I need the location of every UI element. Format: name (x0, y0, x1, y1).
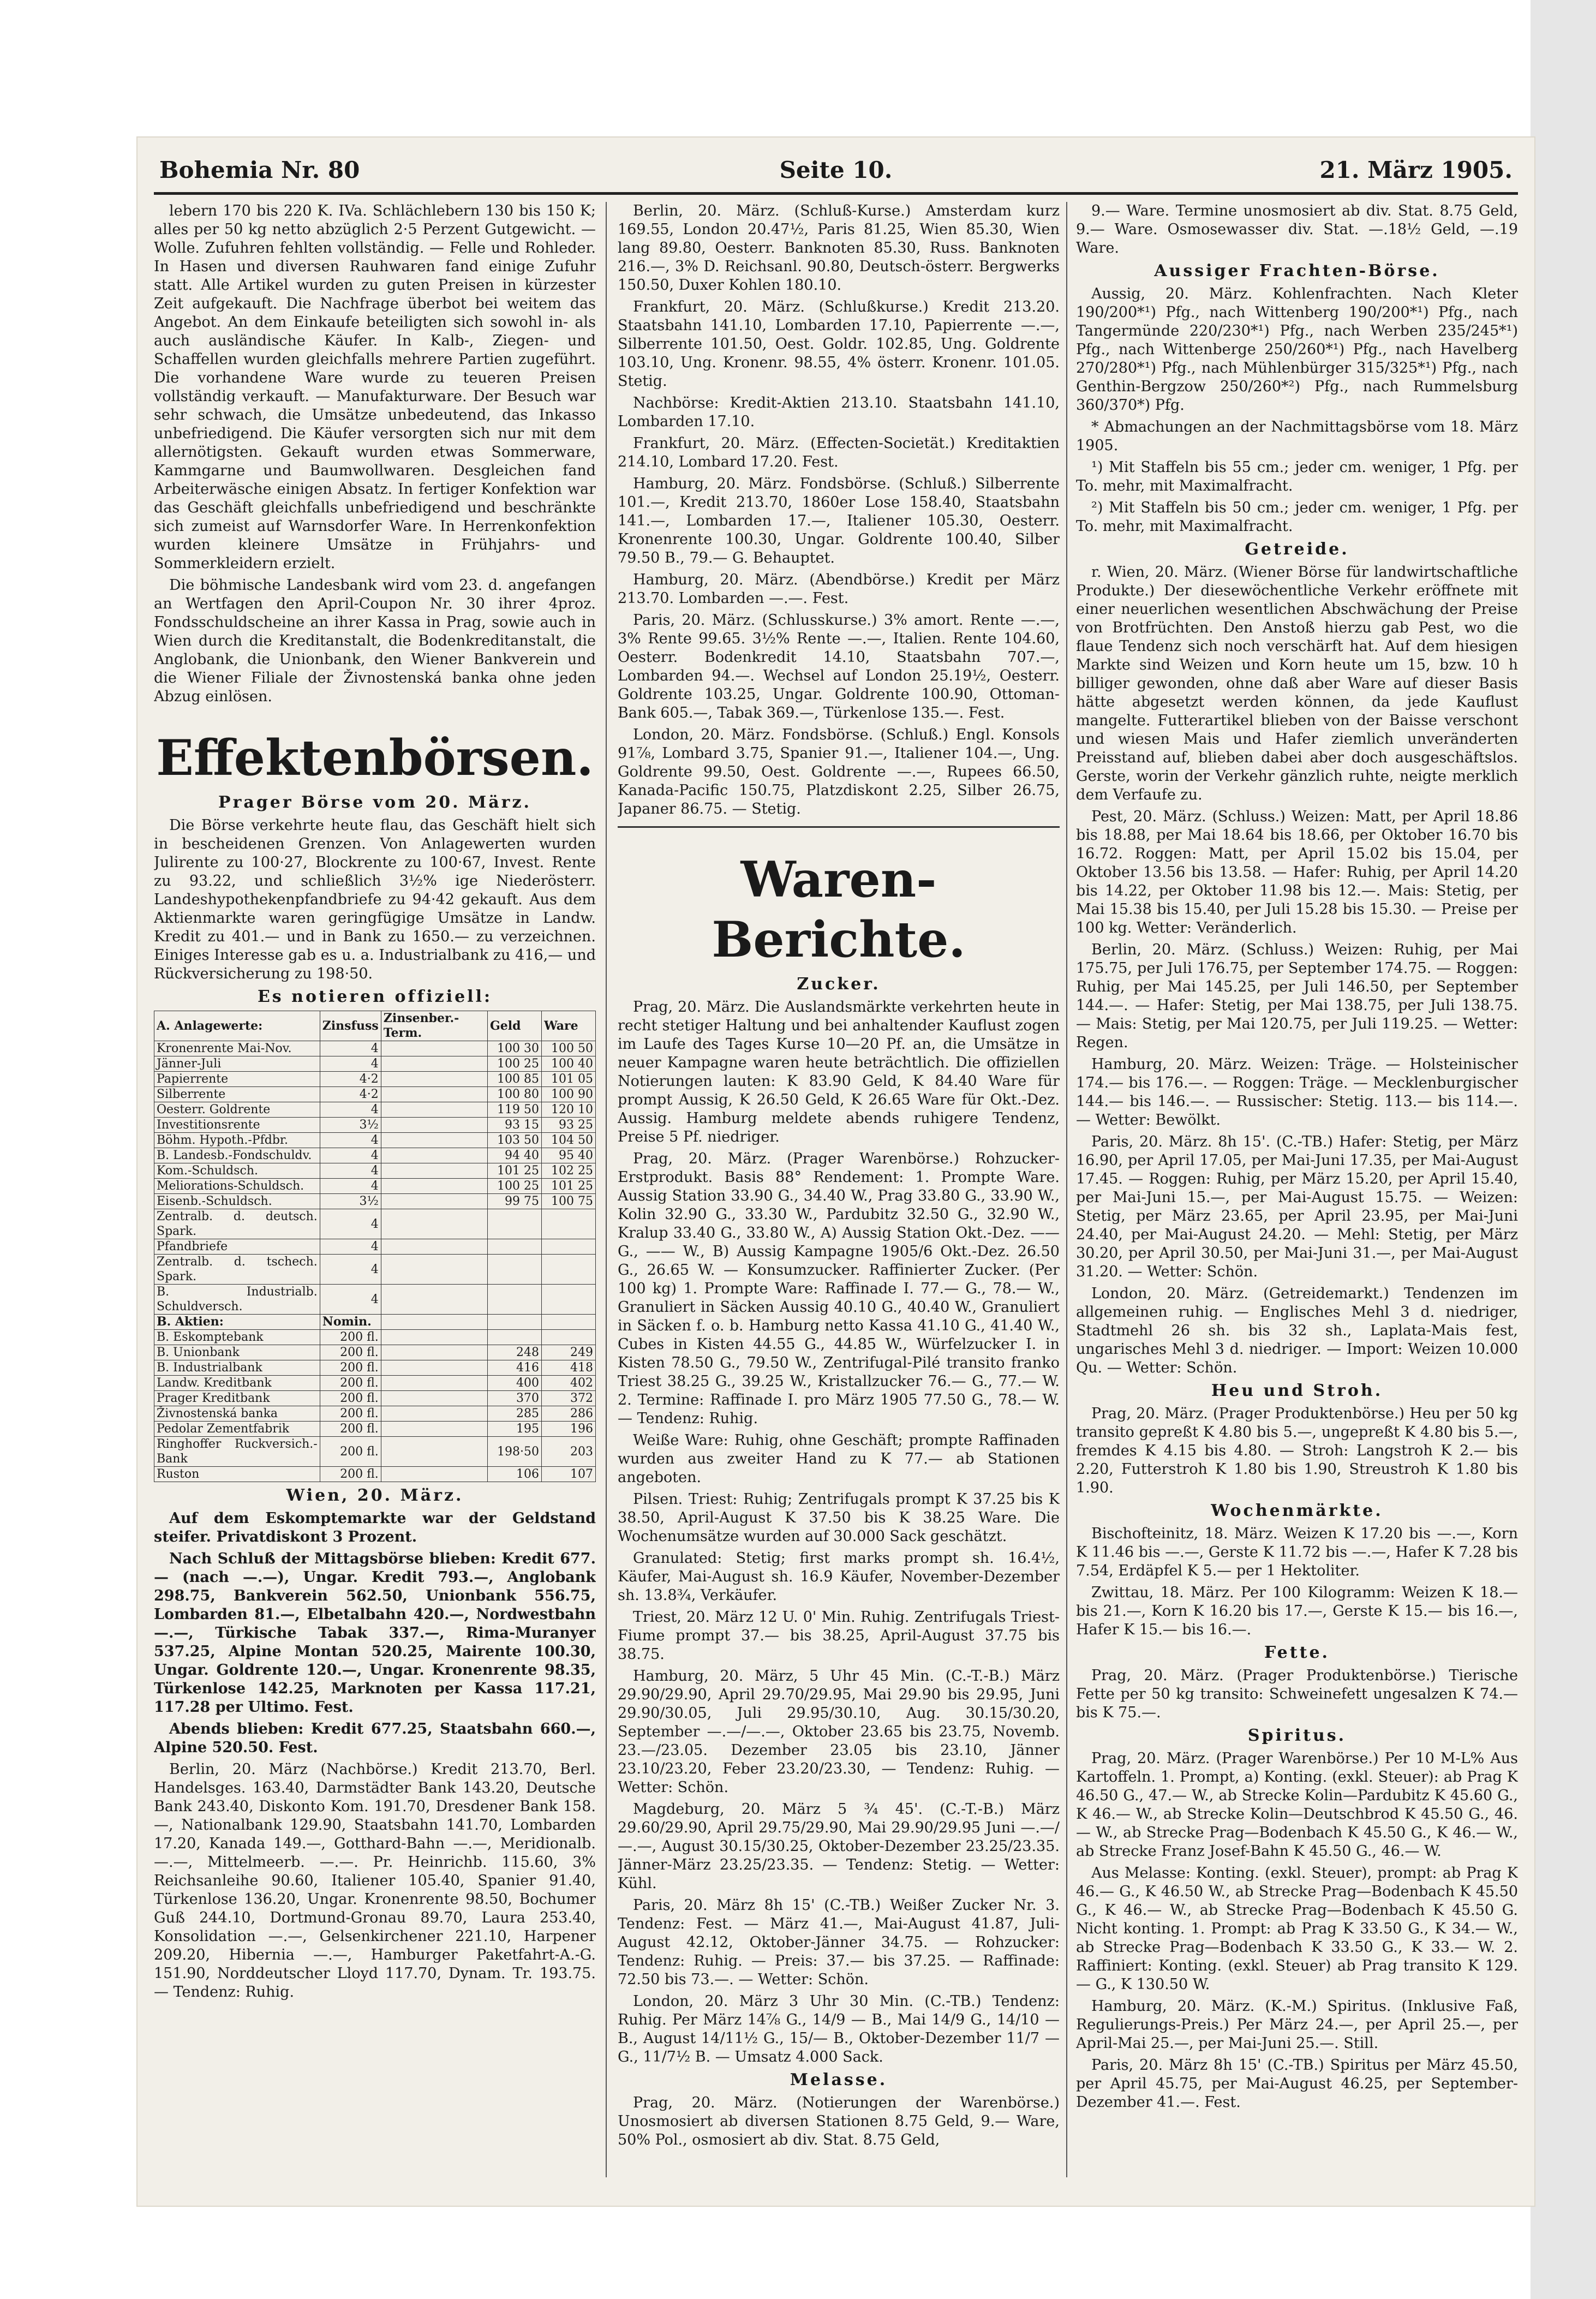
cell (381, 1072, 487, 1087)
column-3 (1076, 202, 1518, 2188)
cell: 4 (320, 1179, 381, 1194)
cell (381, 1422, 487, 1437)
cell (381, 1056, 487, 1072)
cell: 4·2 (320, 1072, 381, 1087)
cell (381, 1148, 487, 1163)
cell: 101 25 (542, 1179, 596, 1194)
table-row (154, 1056, 596, 1072)
table-row (154, 1194, 596, 1209)
cell: Jänner-Juli (154, 1056, 320, 1072)
cell: 100 80 (488, 1087, 542, 1102)
column-divider (1066, 202, 1067, 2177)
cell: 100 85 (488, 1072, 542, 1087)
cell (381, 1194, 487, 1209)
cell (381, 1041, 487, 1056)
article-text: London, 20. März. Fondsbörse. (Schluß.) Engl. Konsols 91⅞, Lombard 3.75, Spanier 91.—, Italiener 104.—, Ung. Goldrente 99.50, Oest. Goldrente —.—, Rupees 66.50, Kanada-Pacific 150.75, Platzdiskont 2.25, Silber 26.75, Japaner 86.75. — Stetig. (618, 726, 1060, 817)
cell: Pfandbriefe (154, 1239, 320, 1255)
table-row (154, 1209, 596, 1239)
cell (488, 1209, 542, 1239)
table-row (154, 1437, 596, 1467)
cell: 200 fl. (320, 1467, 381, 1482)
table-row (154, 1345, 596, 1360)
article-text: Aussig, 20. März. Kohlenfrachten. Nach Kleter 190/200*¹) Pfg., nach Wittenberg 190/200*¹) Pfg., nach Tangermünde 220/230*¹) Pfg., nach Werben 235/245*¹) Pfg., nach Wittenberge 250/260*¹) Pfg., nach Havelberg 270/280*¹) Pfg., nach Mühlenbürger 315/325*¹) Pfg., nach Genthin-Bergzow 250/260*²) Pfg., nach Rummelsburg 360/370*) Pfg. (1076, 285, 1518, 414)
article-text: Nachbörse: Kredit-Aktien 213.10. Staatsbahn 141.10, Lombarden 17.10. (618, 395, 1060, 430)
cell (381, 1118, 487, 1133)
cell: 4 (320, 1148, 381, 1163)
cell: Živnostenská banka (154, 1406, 320, 1422)
article-text: Prag, 20. März. (Prager Produktenbörse.) Tierische Fette per 50 kg transito: Schweinefett ungesalzen K 74.— bis K 75.—. (1076, 1667, 1518, 1721)
article-text: Paris, 20. März 8h 15' (C.-TB.) Spiritus per März 45.50, per April 45.75, per Mai-August 46.25, per September-Dezember 41.—. Fest. (1076, 2057, 1518, 2111)
article-text: Berlin, 20. März. (Schluss.) Weizen: Ruhig, per Mai 175.75, per Juli 176.75, per September 174.75. — Roggen: Ruhig, per Mai 145.25, per Juli 146.50, per September 144.—. — Hafer: Stetig, per Mai 138.75, per Juli 138.75. — Mais: Stetig, per Mai 120.75, per Juli 119.25. — Wetter: Regen. (1076, 941, 1518, 1051)
article-text: Magdeburg, 20. März 5 ¾ 45'. (C.-T.-B.) März 29.60/29.90, April 29.75/29.90, Mai 29.90/29.95 Juni —.—/—.—, August 30.15/30.25, Oktober-Dezember 23.25/23.35. Jänner-März 23.25/23.35. — Tendenz: Stetig. — Wetter: Kühl. (618, 1801, 1060, 1892)
article-text: Prag, 20. März. Die Auslandsmärkte verkehrten heute in recht stetiger Haltung und bei anhaltender Kauflust zogen im Laufe des Tages Kurse 10—20 Pf. an, die Umsätze in neuer Kampagne waren heute beträchtlich. Die offiziellen Notierungen lauten: K 83.90 Geld, K 84.40 Ware für prompt Aussig, K 26.50 Geld, K 26.65 Ware für Okt.-Dez. Aussig. Hamburg meldete abends ruhigere Tendenz, Preise 5 Pf. niedriger. (618, 999, 1060, 1145)
subsection-title: Spiritus. (1247, 1726, 1347, 1745)
article-text: Hamburg, 20. März, 5 Uhr 45 Min. (C.-T.-B.) März 29.90/29.90, April 29.70/29.95, Mai 29.90 bis 29.95, Juni 29.90/30.05, Juli 29.95/30.10, Aug. 30.15/30.20, September —.—/—.—, Oktober 23.65 bis 23.75, Novemb. 23.—/23.05. Dezember 23.05 bis 23.10, Jänner 23.10/23.20, Feber 23.20/23.30, — Tendenz: Ruhig. — Wetter: Schön. (618, 1668, 1060, 1796)
cell (381, 1360, 487, 1376)
cell: 4 (320, 1285, 381, 1315)
cell: 200 fl. (320, 1376, 381, 1391)
cell: 4 (320, 1102, 381, 1118)
cell: Zentralb. d. tschech. Spark. (154, 1255, 320, 1285)
table-row (154, 1285, 596, 1315)
cell: B. Landesb.-Fondschuldv. (154, 1148, 320, 1163)
cell: 100 75 (542, 1194, 596, 1209)
cell: B. Unionbank (154, 1345, 320, 1360)
cell (381, 1437, 487, 1467)
cell (381, 1376, 487, 1391)
cell: B. Eskomptebank (154, 1330, 320, 1345)
cell: Ringhoffer Ruckversich.-Bank (154, 1437, 320, 1467)
cell: 101 25 (488, 1163, 542, 1179)
cell: 4 (320, 1056, 381, 1072)
cell (488, 1285, 542, 1315)
article-text: Pest, 20. März. (Schluss.) Weizen: Matt, per April 18.86 bis 18.88, per Mai 18.64 bis 18.66, per Oktober 16.70 bis 16.72. Roggen: Matt, per April 15.02 bis 15.04, per Oktober 13.56 bis 13.58. — Hafer: Ruhig, per April 14.20 bis 14.22, per Oktober 11.98 bis 12.—. Mais: Stetig, per Mai 15.38 bis 15.40, per Juli 15.28 bis 15.30. — Preise per 100 kg. Wetter: Veränderlich. (1076, 808, 1518, 936)
subsection-title: Prager Börse vom 20. März. (218, 793, 531, 812)
table-header-row (154, 1011, 596, 1041)
table-header: Zinsenber.-Term. (381, 1011, 487, 1041)
quotes-table (154, 1011, 596, 1482)
article-text: Hamburg, 20. März. Fondsbörse. (Schluß.) Silberrente 101.—, Kredit 213.70, 1860er Lose 158.40, Staatsbahn 141.—, Lombarden 17.—, Italiener 105.30, Oesterr. Kronenrente 100.30, Ungar. Goldrente 100.40, Silber 79.50 B., 79.— G. Behauptet. (618, 475, 1060, 566)
article-text: Frankfurt, 20. März. (Schlußkurse.) Kredit 213.20. Staatsbahn 141.10, Lombarden 17.10, Papierrente —.—, Silberrente 101.50, Oest. Goldr. 102.85, Ung. Goldrente 103.10, Ung. Kronenr. 98.55, 4% österr. Kronenr. 101.05. Stetig. (618, 298, 1060, 390)
cell: 400 (488, 1376, 542, 1391)
cell: Silberrente (154, 1087, 320, 1102)
cell: 4 (320, 1239, 381, 1255)
cell: 196 (542, 1422, 596, 1437)
subsection-title: Aussiger Frachten-Börse. (1154, 261, 1440, 280)
table-row (154, 1406, 596, 1422)
article-text: Triest, 20. März 12 U. 0' Min. Ruhig. Zentrifugals Triest-Fiume prompt 37.— bis 38.25, April-August 37.75 bis 38.75. (618, 1609, 1060, 1663)
cell: 418 (542, 1360, 596, 1376)
cell (381, 1345, 487, 1360)
article-text: 9.— Ware. Termine unosmosiert ab div. Stat. 8.75 Geld, 9.— Ware. Osmosewasser div. Stat. —.18½ Geld, —.19 Ware. (1076, 202, 1518, 256)
section-rule (618, 826, 1060, 828)
article-text: Paris, 20. März. 8h 15'. (C.-TB.) Hafer: Stetig, per März 16.90, per April 17.05, per Mai-Juni 17.35, per Mai-August 17.45. — Roggen: Ruhig, per März 15.20, per April 15.40, per Mai-Juni 15.—, per Mai-August 15.75. — Weizen: Stetig, per März 23.65, per April 23.95, per Mai-Juni 24.40, per Mai-August 24.20. — Mehl: Stetig, per März 30.20, per April 30.50, per Mai-Juni 31.—, per Mai-August 31.20. — Wetter: Schön. (1076, 1133, 1518, 1280)
table-header (381, 1315, 487, 1330)
article-text: Berlin, 20. März. (Schluß-Kurse.) Amsterdam kurz 169.55, London 20.47½, Paris 81.25, Wien 85.30, Wien lang 89.80, Oesterr. Banknoten 85.30, Russ. Banknoten 216.—, 3% D. Reichsanl. 90.80, Deutsch-österr. Bergwerks 150.50, Duxer Kohlen 180.10. (618, 202, 1060, 294)
cell: 4 (320, 1163, 381, 1179)
cell (542, 1209, 596, 1239)
subsection-title: Fette. (1264, 1643, 1330, 1662)
cell: 106 (488, 1467, 542, 1482)
cell: Meliorations-Schuldsch. (154, 1179, 320, 1194)
cell: Eisenb.-Schuldsch. (154, 1194, 320, 1209)
table-row (154, 1376, 596, 1391)
header-rule (154, 192, 1518, 195)
article-text: Bischofteinitz, 18. März. Weizen K 17.20 bis —.—, Korn K 11.46 bis —.—, Gerste K 11.72 bis —.—, Hafer K 7.28 bis 7.54, Erdäpfel K 5.— per 1 Hektoliter. (1076, 1525, 1518, 1579)
cell: Ruston (154, 1467, 320, 1482)
cell: 99 75 (488, 1194, 542, 1209)
cell: 200 fl. (320, 1406, 381, 1422)
table-row (154, 1041, 596, 1056)
cell: Prager Kreditbank (154, 1391, 320, 1406)
table-row (154, 1330, 596, 1345)
subsection-title: Melasse. (790, 2070, 888, 2089)
cell: Böhm. Hypoth.-Pfdbr. (154, 1133, 320, 1148)
cell: 416 (488, 1360, 542, 1376)
cell: 195 (488, 1422, 542, 1437)
cell (542, 1285, 596, 1315)
cell: 4·2 (320, 1087, 381, 1102)
table-row (154, 1239, 596, 1255)
cell (381, 1102, 487, 1118)
article-text: Die böhmische Landesbank wird vom 23. d. angefangen an Wertfagen den April-Coupon Nr. 30 ihrer 4proz. Fondsschuldscheine an ihrer Kassa in Prag, sowie auch in Wien durch die Kreditanstalt, die Bodenkreditanstalt, die Anglobank, die Unionbank, den Wiener Bankverein und die Wiener Filiale der Živnostenská banka ohne jeden Abzug einlösen. (154, 577, 596, 705)
article-text: * Abmachungen an der Nachmittagsbörse vom 18. März 1905. (1076, 419, 1518, 454)
cell: Kom.-Schuldsch. (154, 1163, 320, 1179)
cell: 107 (542, 1467, 596, 1482)
subsection-title: Heu und Stroh. (1211, 1381, 1383, 1400)
cell: 285 (488, 1406, 542, 1422)
cell: 286 (542, 1406, 596, 1422)
header-page-number: Seite 10. (779, 157, 893, 183)
table-row (154, 1133, 596, 1148)
cell: 402 (542, 1376, 596, 1391)
header-date: 21. März 1905. (1319, 157, 1513, 183)
article-text: Hamburg, 20. März. (K.-M.) Spiritus. (Inklusive Faß, Regulierungs-Preis.) Per März 24.—, per April 25.—, per April-Mai 25.—, per Mai-Juni 25.—. Still. (1076, 1998, 1518, 2052)
article-text: Pilsen. Triest: Ruhig; Zentrifugals prompt K 37.25 bis K 38.50, April-August K 37.50 bis K 38.25 Ware. Die Wochenumsätze wurden auf 30.000 Sack geschätzt. (618, 1491, 1060, 1545)
table-row (154, 1360, 596, 1376)
cell: Papierrente (154, 1072, 320, 1087)
cell: 4 (320, 1255, 381, 1285)
article-text: Frankfurt, 20. März. (Effecten-Societät.) Kreditaktien 214.10, Lombard 17.20. Fest. (618, 435, 1060, 470)
cell: 103 50 (488, 1133, 542, 1148)
cell (381, 1330, 487, 1345)
article-text: Abends blieben: Kredit 677.25, Staatsbahn 660.—, Alpine 520.50. Fest. (154, 1721, 596, 1756)
cell: 100 25 (488, 1056, 542, 1072)
article-text: Prag, 20. März. (Notierungen der Warenbörse.) Unosmosiert ab diversen Stationen 8.75 Geld, 9.— Ware, 50% Pol., osmosiert ab div. Stat. 8.75 Geld, (618, 2094, 1060, 2148)
article-text: ¹) Mit Staffeln bis 55 cm.; jeder cm. weniger, 1 Pfg. per To. mehr, mit Maximalfracht. (1076, 459, 1518, 494)
cell (381, 1467, 487, 1482)
table-row (154, 1255, 596, 1285)
cell: Oesterr. Goldrente (154, 1102, 320, 1118)
table-row (154, 1422, 596, 1437)
cell: 200 fl. (320, 1330, 381, 1345)
table-header: B. Aktien: (154, 1315, 320, 1330)
table-title: Es notieren offiziell: (257, 987, 493, 1006)
article-text: London, 20. März. (Getreidemarkt.) Tendenzen im allgemeinen ruhig. — Englisches Mehl 3 d. niedriger, Stadtmehl 26 sh. bis 32 sh., Laplata-Mais fest, ungarisches Mehl 3 d. niedriger. — Import: Weizen 10.000 Qu. — Wetter: Schön. (1076, 1285, 1518, 1376)
subsection-title: Wochenmärkte. (1211, 1501, 1383, 1520)
cell: 249 (542, 1345, 596, 1360)
cell: B. Industrialb. Schuldversch. (154, 1285, 320, 1315)
article-text: Aus Melasse: Konting. (exkl. Steuer), prompt: ab Prag K 46.— G., K 46.50 W., ab Strecke Prag—Bodenbach K 45.50 G., K 46.— W., ab Strecke Prag—Bodenbach K 45.50 G. Nicht konting. 1. Prompt: ab Prag K 33.50 G., K 34.— W., ab Strecke Prag—Bodenbach K 33.50 G., K 33.— W. 2. Raffiniert: Konting. (exkl. Steuer) ab Prag transito K 129.— G., K 130.50 W. (1076, 1865, 1518, 1993)
section-title-effekten: Effektenbörsen. (156, 729, 594, 787)
table-row (154, 1087, 596, 1102)
table-header (542, 1315, 596, 1330)
cell: 200 fl. (320, 1422, 381, 1437)
table-header: A. Anlagewerte: (154, 1011, 320, 1041)
cell (381, 1209, 487, 1239)
cell (542, 1330, 596, 1345)
cell: 100 50 (542, 1041, 596, 1056)
cell (381, 1391, 487, 1406)
table-row (154, 1179, 596, 1194)
cell: B. Industrialbank (154, 1360, 320, 1376)
cell: 198·50 (488, 1437, 542, 1467)
newspaper-page (136, 136, 1535, 2207)
cell (381, 1406, 487, 1422)
cell: 100 30 (488, 1041, 542, 1056)
article-text: Die Börse verkehrte heute flau, das Geschäft hielt sich in bescheidenen Grenzen. Von Anlagewerten wurden Julirente zu 100·27, Blockrente zu 100·67, Invest. Rente zu 93.22, und schließlich 3½% ige Niederösterr. Landeshypothekenpfandbriefe zu 94·42 gekauft. Aus dem Aktienmarkte waren geringfügige Umsätze in Landw. Kredit zu 401.— und in Bank zu 1650.— zu verzeichnen. Einiges Interesse gab es u. a. Industrialbank zu 416,— und Rückversicherung zu 198·50. (154, 817, 596, 982)
cell (381, 1179, 487, 1194)
table-row (154, 1102, 596, 1118)
cell: 200 fl. (320, 1437, 381, 1467)
article-text: Paris, 20. März 8h 15' (C.-TB.) Weißer Zucker Nr. 3. Tendenz: Fest. — März 41.—, Mai-August 41.87, Juli-August 42.12, Oktober-Jänner 34.75. — Rohzucker: Tendenz: Ruhig. — Preis: 37.— bis 37.25. — Raffinade: 72.50 bis 73.—. — Wetter: Schön. (618, 1897, 1060, 1988)
cell (381, 1163, 487, 1179)
column-2 (618, 202, 1060, 2188)
cell: Investitionsrente (154, 1118, 320, 1133)
column-1 (154, 202, 596, 2188)
table-row (154, 1148, 596, 1163)
cell: 104 50 (542, 1133, 596, 1148)
table-header-row (154, 1315, 596, 1330)
table-header: Geld (488, 1011, 542, 1041)
cell: 203 (542, 1437, 596, 1467)
cell: 93 25 (542, 1118, 596, 1133)
cell: Zentralb. d. deutsch. Spark. (154, 1209, 320, 1239)
cell: 100 25 (488, 1179, 542, 1194)
table-row (154, 1391, 596, 1406)
article-text: Weiße Ware: Ruhig, ohne Geschäft; prompte Raffinaden wurden aus zweiter Hand zu K 77.— ab Stationen angeboten. (618, 1432, 1060, 1486)
article-text: Hamburg, 20. März. (Abendbörse.) Kredit per März 213.70. Lombarden —.—. Fest. (618, 571, 1060, 607)
cell (488, 1330, 542, 1345)
article-text: Paris, 20. März. (Schlusskurse.) 3% amort. Rente —.—, 3% Rente 99.65. 3½% Rente —.—, Italien. Rente 104.60, Oesterr. Bodenkredit 14.10, Staatsbahn 707.—, Lombarden 94.—. Wechsel auf London 25.19½, Oesterr. Goldrente 103.25, Ungar. Goldrente 100.90, Ottoman-Bank 605.—, Tabak 369.—, Türkenlose 135.—. Fest. (618, 612, 1060, 721)
cell: 372 (542, 1391, 596, 1406)
subsection-title: Getreide. (1245, 540, 1349, 559)
table-header: Zinsfuss (320, 1011, 381, 1041)
cell: 4 (320, 1133, 381, 1148)
article-text: ²) Mit Staffeln bis 50 cm.; jeder cm. weniger, 1 Pfg. per To. mehr, mit Maximalfracht. (1076, 499, 1518, 535)
article-text: London, 20. März 3 Uhr 30 Min. (C.-TB.) Tendenz: Ruhig. Per März 14⅞ G., 14/9 — B., Mai 14/9 G., 14/10 — B., August 14/11½ G., 15/— B., Oktober-Dezember 11/7 — G., 11/7½ B. — Umsatz 4.000 Sack. (618, 1993, 1060, 2065)
article-text: Auf dem Eskomptemarkte war der Geldstand steifer. Privatdiskont 3 Prozent. (154, 1510, 596, 1545)
cell (542, 1239, 596, 1255)
article-text: lebern 170 bis 220 K. IVa. Schlächlebern 130 bis 150 K; alles per 50 kg netto abzüglich 2·5 Perzent Gutgewicht. — Wolle. Zufuhren fehlten vollständig. — Felle und Rohleder. In Hasen und diversen Rauhwaren fand einige Zufuhr statt. Alle Artikel wurden zu guten Preisen in kürzester Zeit aufgekauft. Die Nachfrage überbot bei weitem das Angebot. An dem Einkaufe beteiligten sich sowohl in- als auch ausländische Käufer. In Kalb-, Ziegen- und Schaffellen wurden gleichfalls mehrere Partien zugeführt. Die vorhandene Ware wurde zu teueren Preisen vollständig verkauft. — Manufakturware. Der Besuch war sehr schwach, die Umsätze unbedeutend, das Inkasso unbefriedigend. Die Käufer versorgten sich nur mit dem allernötigsten. Gekauft wurden etwas Sommerware, Kammgarne und Baumwollwaren. Desgleichen fand Arbeiterwäsche einigen Absatz. In fertiger Konfektion war das Geschäft gleichfalls unbefriedigend und beschränkte sich zumeist auf Warnsdorfer Ware. In Herrenkonfektion wurden kleinere Umsätze in Frühjahrs- und Sommerkleidern erzielt. (154, 202, 596, 572)
cell: 100 90 (542, 1087, 596, 1102)
cell (488, 1255, 542, 1285)
article-text: Granulated: Stetig; first marks prompt sh. 16.4½, Käufer, Mai-August sh. 16.9 Käufer, November-Dezember sh. 13.8¾, Verkäufer. (618, 1550, 1060, 1604)
cell: 3½ (320, 1118, 381, 1133)
cell: 370 (488, 1391, 542, 1406)
table-row (154, 1118, 596, 1133)
cell: Landw. Kreditbank (154, 1376, 320, 1391)
article-text: Prag, 20. März. (Prager Produktenbörse.) Heu per 50 kg transito gepreßt K 4.80 bis 5.—, ungepreßt K 4.80 bis 5.—, fremdes K 4.15 bis 4.80. — Stroh: Langstroh K 2.— bis 2.20, Futterstroh K 1.80 bis 1.90, Streustroh K 1.80 bis 1.90. (1076, 1405, 1518, 1496)
cell: 101 05 (542, 1072, 596, 1087)
cell: 94 40 (488, 1148, 542, 1163)
table-header: Nomin. (320, 1315, 381, 1330)
cell: 248 (488, 1345, 542, 1360)
article-text: Prag, 20. März. (Prager Warenbörse.) Rohzucker-Erstprodukt. Basis 88° Rendement: 1. Prompte Ware. Aussig Station 33.90 G., 34.40 W., Prag 33.80 G., 33.90 W., Kolin 32.90 G., 33.30 W., Pardubitz 32.50 G., 32.90 W., Kralup 33.40 G., 33.80 W., A) Aussig Station Okt.-Dez. —— G., —— W., B) Aussig Kampagne 1905/6 Okt.-Dez. 26.50 G., 26.65 W. — Konsumzucker. Raffinierter Zucker. (Per 100 kg) 1. Prompte Ware: Raffinade I. 77.— G., 78.— W., Granuliert in Säcken Aussig 40.10 G., 40.40 W., Granuliert in Säcken f. o. b. Hamburg netto Kassa 41.10 G., 41.40 W., Cubes in Kisten 44.55 G., 44.85 W., Würfelzucker I. in Kisten 78.50 G., 79.50 W., Zentrifugal-Pilé transito franko Triest 38.25 G., 39.25 W., Kristallzucker 76.— G., 77.— W. 2. Termine: Raffinade I. pro März 1905 77.50 G., 78.— W. — Tendenz: Ruhig. (618, 1150, 1060, 1427)
section-title-waren: Waren-Berichte. (712, 851, 966, 969)
cell (381, 1133, 487, 1148)
cell (542, 1255, 596, 1285)
cell (381, 1239, 487, 1255)
cell: 200 fl. (320, 1345, 381, 1360)
table-header (488, 1315, 542, 1330)
cell (381, 1255, 487, 1285)
table-row (154, 1072, 596, 1087)
article-text: Nach Schluß der Mittagsbörse blieben: Kredit 677.— (nach —.—), Ungar. Kredit 793.—, Anglobank 298.75, Bankverein 562.50, Unionbank 556.75, Lombarden 81.—, Elbetalbahn 420.—, Nordwestbahn —.—, Türkische Tabak 337.—, Rima-Muranyer 537.25, Alpine Montan 520.25, Mairente 100.30, Ungar. Goldrente 120.—, Ungar. Kronenrente 98.35, Türkenlose 142.25, Marknoten per Kassa 117.21, 117.28 per Ultimo. Fest. (154, 1550, 596, 1716)
table-row (154, 1467, 596, 1482)
article-text: r. Wien, 20. März. (Wiener Börse für landwirtschaftliche Produkte.) Der diesewöchentliche Verkehr eröffnete mit einer neuerlichen wesentlichen Abschwächung der Preise von Brotfrüchten. Den Anstoß hierzu gab Pest, wo die flaue Tendenz sich noch verschärft hat. Auf dem hiesigen Markte sind Weizen und Korn heute um 15, bzw. 10 h billiger gewonden, ohne daß aber Ware auf dieser Basis hätte abgesetzt werden können, da jede Kauflust mangelte. Futterartikel blieben von der Baisse verschont und wiesen Mais und Hafer ziemlich unveränderten Preisstand auf, blieben dabei aber doch ausgeschäftslos. Gerste, worin der Verkehr gänzlich ruhte, neigte merklich dem Verfaufe zu. (1076, 564, 1518, 803)
cell: 119 50 (488, 1102, 542, 1118)
cell: 120 10 (542, 1102, 596, 1118)
header-title: Bohemia Nr. 80 (159, 157, 360, 183)
scan-margin (1531, 0, 1596, 2299)
article-text: Zwittau, 18. März. Per 100 Kilogramm: Weizen K 18.— bis 21.—, Korn K 16.20 bis 17.—, Gerste K 15.— bis 16.—, Hafer K 15.— bis 16.—. (1076, 1584, 1518, 1638)
cell (381, 1285, 487, 1315)
cell: 100 40 (542, 1056, 596, 1072)
table-row (154, 1163, 596, 1179)
column-divider (606, 202, 607, 2177)
subsection-title: Wien, 20. März. (286, 1486, 464, 1505)
article-text: Prag, 20. März. (Prager Warenbörse.) Per 10 M-L% Aus Kartoffeln. 1. Prompt, a) Konting. (exkl. Steuer): ab Prag K 46.50 G., 47.— W., ab Strecke Kolin—Pardubitz K 45.60 G., K 46.— W., ab Strecke Kolin—Deutschbrod K 45.50 G., 46.— W., ab Strecke Prag—Bodenbach K 45.50 G., K 46.— W., ab Strecke Franz Josef-Bahn K 45.50 G., 46.— W. (1076, 1750, 1518, 1860)
cell: 93 15 (488, 1118, 542, 1133)
cell: 95 40 (542, 1148, 596, 1163)
cell: 3½ (320, 1194, 381, 1209)
cell: 102 25 (542, 1163, 596, 1179)
cell: 200 fl. (320, 1360, 381, 1376)
cell: Pedolar Zementfabrik (154, 1422, 320, 1437)
cell (488, 1239, 542, 1255)
article-text: Hamburg, 20. März. Weizen: Träge. — Holsteinischer 174.— bis 176.—. — Roggen: Träge. — Mecklenburgischer 144.— bis 146.—. — Russischer: Stetig. 113.— bis 114.—. — Wetter: Bewölkt. (1076, 1056, 1518, 1128)
cell: 4 (320, 1209, 381, 1239)
table-header: Ware (542, 1011, 596, 1041)
cell: 4 (320, 1041, 381, 1056)
cell (381, 1087, 487, 1102)
article-text: Berlin, 20. März (Nachbörse.) Kredit 213.70, Berl. Handelsges. 163.40, Darmstädter Bank 143.20, Deutsche Bank 243.40, Diskonto Kom. 191.70, Dresdener Bank 158.—, Nationalbank 129.90, Staatsbahn 141.70, Lombarden 17.20, Kanada 149.—, Gotthard-Bahn —.—, Meridionalb. —.—, Mittelmeerb. —.—. Pr. Heinrichb. 115.60, 3% Reichsanleihe 90.60, Italiener 105.40, Spanier 91.40, Türkenlose 136.20, Ungar. Kronenrente 98.50, Bochumer Guß 244.10, Dortmund-Gronau 89.70, Laura 253.40, Konsolidation —.—, Gelsenkirchener 221.10, Harpener 209.20, Hibernia —.—, Hamburger Paketfahrt-A.-G. 151.90, Norddeutscher Lloyd 117.70, Dynam. Tr. 193.75. — Tendenz: Ruhig. (154, 1761, 596, 2001)
subsection-title: Zucker. (797, 975, 881, 994)
cell: 200 fl. (320, 1391, 381, 1406)
cell: Kronenrente Mai-Nov. (154, 1041, 320, 1056)
